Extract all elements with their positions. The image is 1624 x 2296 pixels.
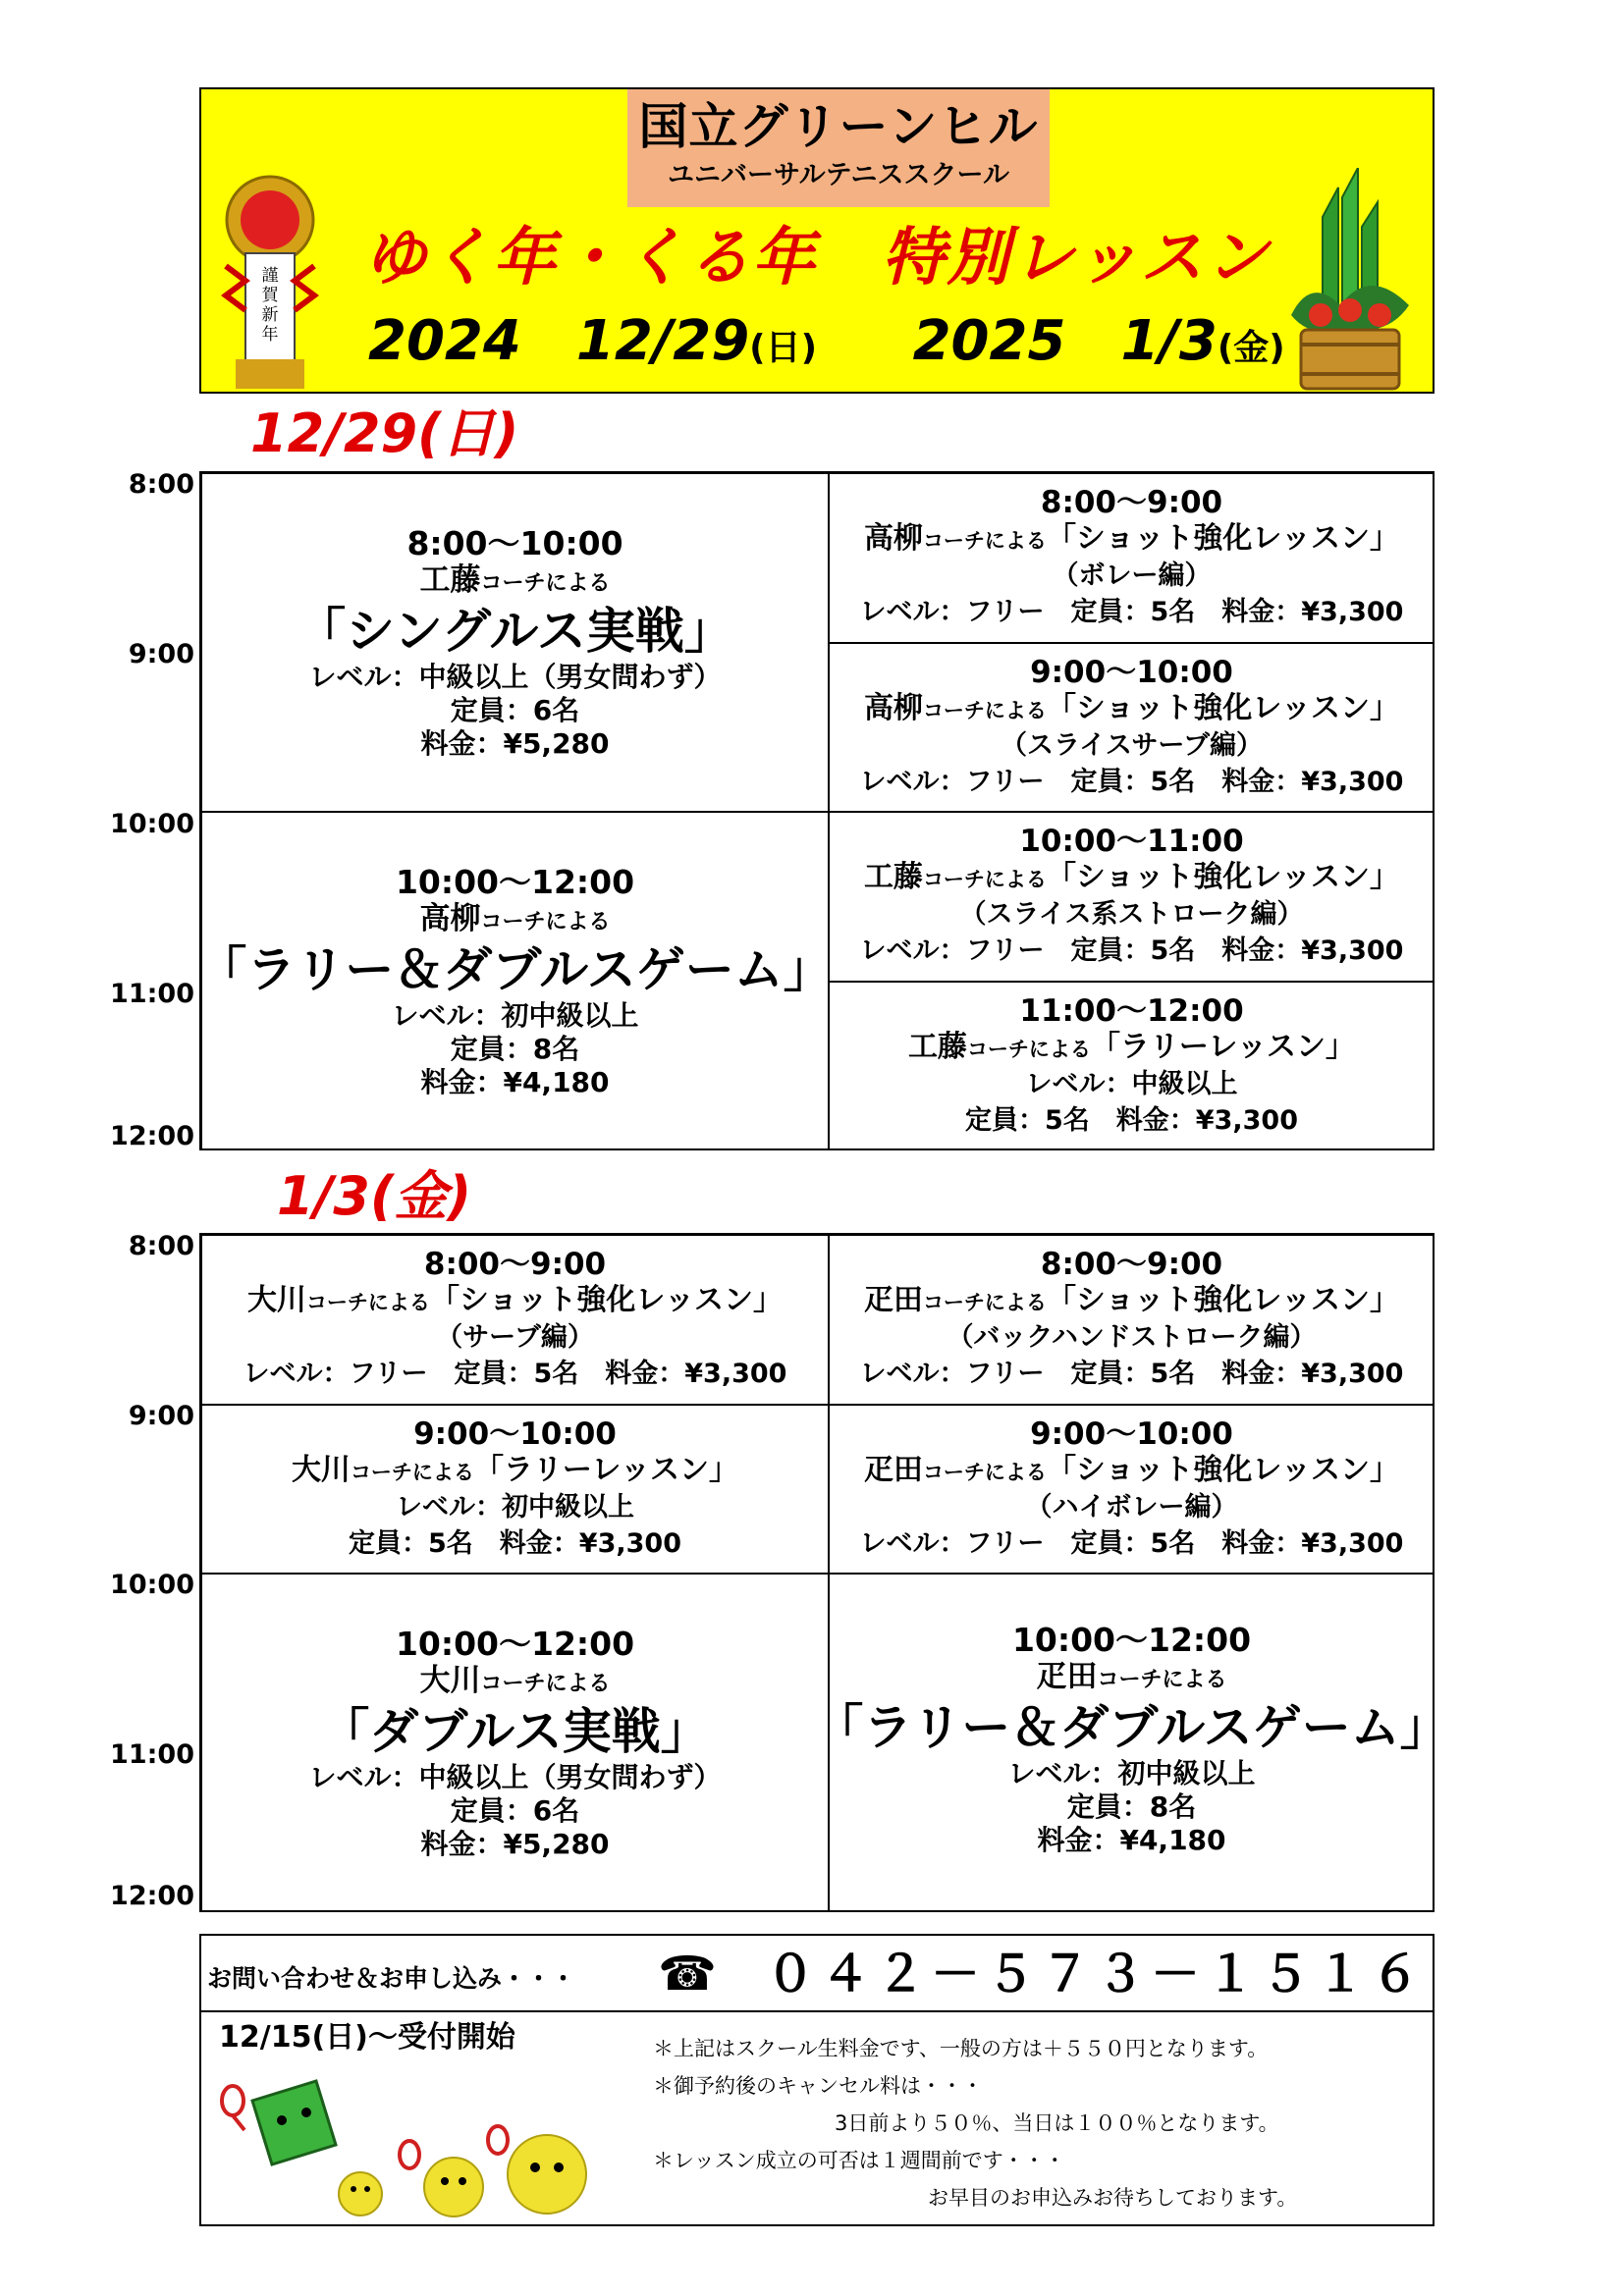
note-line: ＊レッスン成立の可否は１週間前です・・・: [653, 2149, 1065, 2172]
banner-dates: [368, 307, 1311, 383]
phone-icon: ☎: [658, 1947, 717, 2002]
lesson-title: 「ダブルス実戦」: [320, 1702, 710, 1760]
header-banner: [199, 87, 1435, 394]
lesson-time: 10:00～11:00: [1019, 824, 1244, 859]
logo-sub-text: ユニバーサルテニススクール: [667, 160, 1010, 190]
shimekazari-decoration-icon: [206, 173, 334, 391]
date-2025: 2025 1/3: [912, 309, 1218, 373]
note-line: 3日前より５０％、当日は１００％となります。: [835, 2111, 1279, 2135]
lesson-info: レベル：フリー 定員：5名 料金：¥3,300: [859, 935, 1404, 966]
lesson-fee: 料金：¥4,180: [1037, 1824, 1226, 1856]
lesson-time: 10:00～12:00: [1011, 1621, 1252, 1659]
time-label: 12:00: [110, 1121, 194, 1151]
lesson-info: レベル：フリー 定員：5名 料金：¥3,300: [859, 1359, 1404, 1389]
date-2024-day: (日): [749, 328, 818, 368]
shimekazari-text: 謹賀新年: [261, 266, 279, 345]
lesson-info: レベル：フリー 定員：5名 料金：¥3,300: [859, 597, 1404, 627]
lesson-level: レベル：中級以上（男女問わず）: [308, 1760, 722, 1793]
time-label: 12:00: [110, 1881, 194, 1911]
lesson-card: [197, 812, 833, 1150]
lesson-info: 定員：5名 料金：¥3,300: [349, 1527, 681, 1559]
date-2024: 2024 12/29: [368, 309, 750, 373]
lesson-subtitle: （ハイボレー編）: [1025, 1491, 1238, 1522]
lesson-subtitle: （ボレー編）: [1052, 561, 1212, 591]
time-label: 9:00: [128, 1401, 194, 1431]
lesson-subtitle: （スライス系ストローク編）: [959, 899, 1304, 930]
day2-schedule: [199, 1233, 1449, 1912]
time-label: 9:00: [128, 639, 194, 669]
contact-row: [201, 1936, 1433, 2012]
lesson-card: [201, 1574, 829, 1912]
contact-label: お問い合わせ＆お申し込み・・・: [207, 1964, 576, 1993]
lesson-title: 「シングルス実戦」: [297, 602, 733, 660]
lesson-fee: 料金：¥5,280: [420, 726, 610, 760]
lesson-coach: 高柳コーチによる: [419, 900, 611, 936]
tennis-mascots-icon: [213, 2061, 606, 2218]
lesson-card: [829, 1235, 1435, 1405]
school-logo: [627, 89, 1050, 207]
lesson-card: [829, 1405, 1435, 1574]
lesson-card: [829, 812, 1435, 982]
lesson-coach: 工藤コーチによる: [419, 561, 611, 598]
lesson-time: 8:00～10:00: [406, 523, 623, 562]
lesson-title: 「ラリー＆ダブルスゲーム」: [814, 1699, 1449, 1756]
lesson-coach: 工藤コーチによる「ラリーレッスン」: [907, 1029, 1356, 1064]
time-label: 10:00: [110, 1570, 194, 1600]
phone-number[interactable]: ０４２－５７３－１５１６: [766, 1946, 1426, 2002]
lesson-card: [201, 1405, 829, 1574]
lesson-info: レベル：フリー 定員：5名 料金：¥3,300: [859, 766, 1404, 797]
day1-schedule: [199, 471, 1435, 1150]
lesson-coach: 大川コーチによる: [419, 1662, 611, 1698]
lesson-level: レベル：初中級以上: [1007, 1757, 1256, 1789]
lesson-coach: 疋田コーチによる「ショット強化レッスン」: [863, 1452, 1400, 1487]
lesson-card: [829, 982, 1435, 1150]
lesson-coach: 工藤コーチによる「ショット強化レッスン」: [863, 860, 1400, 894]
time-label: 8:00: [128, 469, 194, 500]
contact-footer: [199, 1934, 1435, 2226]
day2-heading: 1/3(金): [277, 1165, 472, 1227]
lesson-coach: 疋田コーチによる「ショット強化レッスン」: [863, 1283, 1400, 1317]
time-label: 8:00: [128, 1231, 194, 1261]
lesson-time: 9:00～10:00: [1030, 1415, 1233, 1452]
note-line: ＊御予約後のキャンセル料は・・・: [653, 2074, 983, 2098]
date-2025-day: (金): [1217, 328, 1285, 368]
lesson-card: [201, 1235, 829, 1405]
lesson-time: 8:00～9:00: [423, 1247, 607, 1282]
kadomatsu-decoration-icon: [1281, 168, 1419, 394]
lesson-card: [814, 1574, 1449, 1912]
lesson-fee: 料金：¥5,280: [420, 1827, 610, 1860]
lesson-card: [829, 643, 1435, 812]
lesson-time: 9:00～10:00: [413, 1415, 617, 1452]
note-line: ＊上記はスクール生料金です、一般の方は＋５５０円となります。: [653, 2037, 1269, 2060]
time-label: 11:00: [110, 1739, 194, 1770]
time-label: 11:00: [110, 979, 194, 1009]
lesson-subtitle: （サーブ編）: [436, 1322, 594, 1353]
lesson-coach: 大川コーチによる「ラリーレッスン」: [291, 1452, 739, 1487]
lesson-level: レベル：中級以上（男女問わず）: [308, 660, 722, 693]
time-label: 10:00: [110, 809, 194, 839]
lesson-capacity: 定員：6名: [450, 1793, 580, 1827]
lesson-level: レベル：初中級以上: [391, 998, 639, 1032]
banner-title: ゆく年・くる年 特別レッスン: [363, 222, 1271, 294]
lesson-capacity: 定員：8名: [1066, 1790, 1197, 1823]
lesson-card: [829, 473, 1435, 643]
lesson-capacity: 定員：8名: [450, 1032, 580, 1065]
lesson-time: 9:00～10:00: [1030, 654, 1233, 690]
lesson-title: 「ラリー＆ダブルスゲーム」: [197, 940, 833, 998]
lesson-coach: 高柳コーチによる「ショット強化レッスン」: [863, 521, 1400, 556]
lesson-info: 定員：5名 料金：¥3,300: [965, 1104, 1298, 1136]
lesson-subtitle: （バックハンドストローク編）: [947, 1322, 1317, 1353]
lesson-capacity: 定員：6名: [450, 693, 580, 726]
lesson-coach: 大川コーチによる「ショット強化レッスン」: [246, 1283, 784, 1317]
logo-main-text: 国立グリーンヒル: [638, 98, 1039, 155]
lesson-time: 10:00～12:00: [395, 862, 635, 901]
note-line: お早目のお申込みお待ちしております。: [928, 2186, 1298, 2210]
reception-start: 12/15(日)～受付開始: [219, 2020, 515, 2055]
lesson-subtitle: レベル：中級以上: [1025, 1068, 1238, 1099]
notes: [653, 2030, 1419, 2216]
lesson-time: 8:00～9:00: [1040, 1247, 1223, 1282]
lesson-fee: 料金：¥4,180: [420, 1065, 610, 1098]
lesson-info: レベル：フリー 定員：5名 料金：¥3,300: [243, 1359, 787, 1389]
lesson-subtitle: レベル：初中級以上: [396, 1491, 634, 1522]
lesson-coach: 高柳コーチによる「ショット強化レッスン」: [863, 690, 1400, 725]
day1-heading: 12/29(日): [250, 402, 519, 464]
lesson-time: 11:00～12:00: [1019, 992, 1244, 1029]
lesson-time: 8:00～9:00: [1040, 485, 1223, 520]
lesson-subtitle: （スライスサーブ編）: [1000, 729, 1264, 761]
lesson-time: 10:00～12:00: [395, 1624, 635, 1663]
lesson-card: [201, 473, 829, 812]
lesson-info: レベル：フリー 定員：5名 料金：¥3,300: [859, 1527, 1404, 1559]
lesson-coach: 疋田コーチによる: [1036, 1659, 1227, 1694]
